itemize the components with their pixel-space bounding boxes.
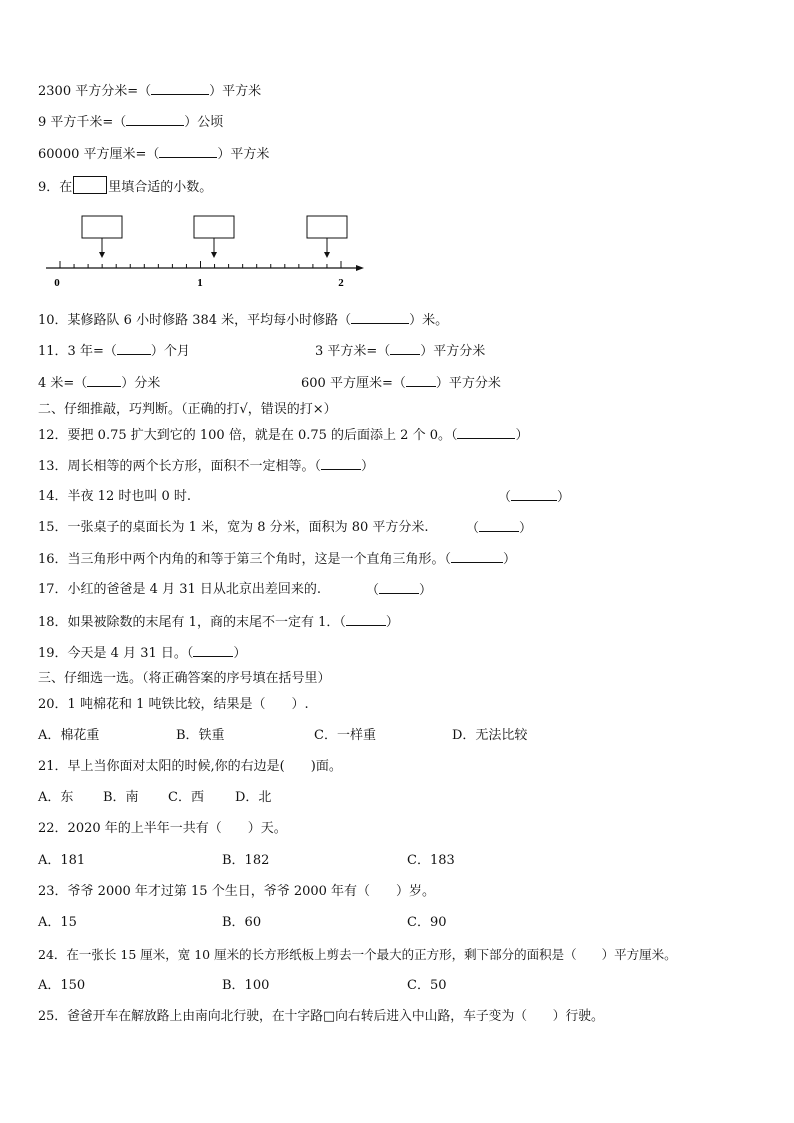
option-b[interactable]: B．100 — [222, 978, 270, 993]
conversion-line-2: 9 平方千米=（ ）公顷 — [38, 115, 224, 130]
answer-box-2[interactable] — [194, 216, 234, 258]
answer-blank[interactable] — [346, 613, 386, 626]
answer-blank[interactable] — [511, 488, 557, 501]
tick-label-0: 0 — [54, 277, 60, 289]
question-19: 19．今天是 4 月 31 日。（ ） — [38, 646, 247, 661]
option-c[interactable]: C．一样重 — [314, 728, 376, 743]
question-22: 22．2020 年的上半年一共有（ ）天。 — [38, 821, 287, 836]
option-d[interactable]: D．无法比较 — [452, 728, 528, 743]
question-21: 21．早上当你面对太阳的时候,你的右边是( )面。 — [38, 759, 342, 774]
tick-label-1: 1 — [197, 277, 203, 289]
option-b[interactable]: B．182 — [222, 853, 270, 868]
question-13: 13．周长相等的两个长方形，面积不一定相等。（ ） — [38, 459, 375, 474]
answer-blank[interactable] — [151, 82, 209, 95]
question-11-d: 600 平方厘米=（ ）平方分米 — [301, 376, 501, 391]
question-23: 23．爷爷 2000 年才过第 15 个生日，爷爷 2000 年有（ ）岁。 — [38, 884, 436, 899]
answer-blank[interactable] — [406, 374, 436, 387]
question-17: 17．小红的爸爸是 4 月 31 日从北京出差回来的. — [38, 582, 322, 597]
option-a[interactable]: A．150 — [38, 978, 86, 993]
box-icon — [73, 176, 107, 194]
answer-blank[interactable] — [479, 519, 519, 532]
section-3-heading: 三、仔细选一选。（将正确答案的序号填在括号里） — [38, 671, 331, 686]
option-b[interactable]: B．铁重 — [176, 728, 225, 743]
answer-blank[interactable] — [126, 113, 184, 126]
section-2-heading: 二、仔细推敲，巧判断。（正确的打√，错误的打×） — [38, 402, 337, 417]
number-line — [40, 210, 370, 290]
option-a[interactable]: A．181 — [38, 853, 86, 868]
option-c[interactable]: C．90 — [407, 915, 447, 930]
option-b[interactable]: B．南 — [103, 790, 139, 805]
question-16: 16．当三角形中两个内角的和等于第三个角时，这是一个直角三角形。（ ） — [38, 552, 517, 567]
question-14: 14．半夜 12 时也叫 0 时. — [38, 489, 192, 504]
question-9: 9．在 里填合适的小数。 — [38, 176, 212, 197]
question-10: 10．某修路队 6 小时修路 384 米，平均每小时修路（ ）米。 — [38, 313, 449, 328]
question-15-answer: （ ） — [466, 521, 533, 536]
answer-blank[interactable] — [451, 550, 503, 563]
option-d[interactable]: D．北 — [235, 790, 272, 805]
answer-blank[interactable] — [351, 311, 409, 324]
question-15: 15．一张桌子的桌面长为 1 米，宽为 8 分米，面积为 80 平方分米. — [38, 520, 429, 535]
question-18: 18．如果被除数的末尾有 1，商的末尾不一定有 1．（ ） — [38, 615, 399, 630]
answer-blank[interactable] — [159, 145, 217, 158]
answer-blank[interactable] — [193, 644, 233, 657]
answer-blank[interactable] — [379, 581, 419, 594]
option-c[interactable]: C．183 — [407, 853, 455, 868]
question-24: 24．在一张长 15 厘米，宽 10 厘米的长方形纸板上剪去一个最大的正方形，剩下部分的面积是（ ）平方厘米。 — [38, 947, 677, 962]
question-11-b: 3 平方米=（ ）平方分米 — [315, 344, 486, 359]
question-20: 20．1 吨棉花和 1 吨铁比较，结果是（ ）. — [38, 697, 309, 712]
conversion-line-1: 2300 平方分米=（ ）平方米 — [38, 84, 262, 99]
option-a[interactable]: A．东 — [38, 790, 74, 805]
question-17-answer: （ ） — [366, 583, 433, 598]
axis-ticks — [60, 261, 341, 268]
answer-blank[interactable] — [390, 342, 420, 355]
tick-label-2: 2 — [338, 277, 344, 289]
axis-line — [46, 265, 364, 271]
option-a[interactable]: A．棉花重 — [38, 728, 100, 743]
option-c[interactable]: C．50 — [407, 978, 447, 993]
answer-blank[interactable] — [117, 342, 151, 355]
question-14-answer: （ ） — [498, 490, 571, 505]
conversion-line-3: 60000 平方厘米=（ ）平方米 — [38, 147, 270, 162]
option-b[interactable]: B．60 — [222, 915, 262, 930]
question-11-c: 4 米=（ ）分米 — [38, 376, 161, 391]
option-c[interactable]: C．西 — [168, 790, 204, 805]
answer-box-1[interactable] — [82, 216, 122, 258]
answer-blank[interactable] — [457, 426, 515, 439]
option-a[interactable]: A．15 — [38, 915, 77, 930]
answer-blank[interactable] — [87, 374, 121, 387]
answer-blank[interactable] — [321, 457, 361, 470]
question-11-a: 11．3 年=（ ）个月 — [38, 344, 190, 359]
question-25: 25．爸爸开车在解放路上由南向北行驶，在十字路□向右转后进入中山路，车子变为（ ）行驶。 — [38, 1009, 604, 1024]
answer-box-3[interactable] — [307, 216, 347, 258]
question-12: 12．要把 0.75 扩大到它的 100 倍，就是在 0.75 的后面添上 2 个 0。（ ） — [38, 428, 529, 443]
